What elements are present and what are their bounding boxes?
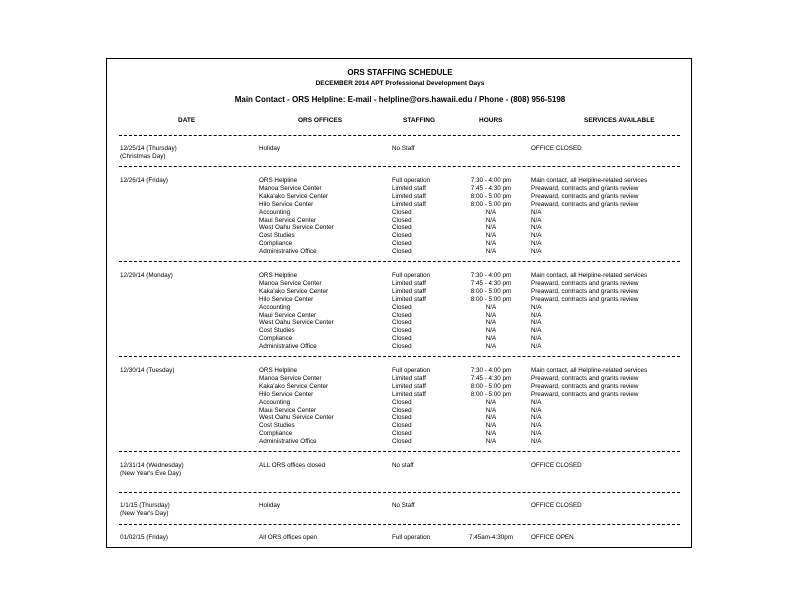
services-available: Preaward, contracts and grants review	[531, 295, 639, 303]
office-name: Administrative Office	[259, 248, 317, 256]
services-available: N/A	[531, 303, 542, 311]
staffing-status: No Staff	[392, 145, 415, 152]
office-hours: N/A	[485, 248, 497, 256]
office-name: Manoa Service Center	[259, 374, 322, 382]
services-available: N/A	[531, 216, 542, 224]
staffing-status: Closed	[392, 422, 412, 430]
section-divider	[119, 451, 680, 452]
staffing-status: Limited staff	[392, 184, 426, 192]
document-subtitle: DECEMBER 2014 APT Professional Development Days	[315, 80, 485, 87]
staffing-status: Limited staff	[392, 192, 426, 200]
office-hours: N/A	[485, 327, 497, 335]
staffing-status: Full operation	[392, 177, 431, 184]
main-contact-line: Main Contact - ORS Helpline: E-mail - helpline@ors.hawaii.edu / Phone - (808) 956-5198	[234, 95, 566, 104]
staffing-status: Closed	[392, 319, 412, 327]
office-hours: N/A	[485, 319, 497, 327]
office-name: Maui Service Center	[259, 216, 317, 224]
office-hours: N/A	[485, 422, 497, 430]
office-name: Cost Studies	[259, 232, 295, 240]
office-name: Hilo Service Center	[259, 200, 314, 208]
office-hours: 8:00 - 5:00 pm	[470, 382, 512, 390]
staffing-status: Limited staff	[392, 295, 426, 303]
office-hours: 8:00 - 5:00 pm	[470, 200, 512, 208]
office-hours: N/A	[485, 224, 497, 232]
services-available: Preaward, contracts and grants review	[531, 184, 639, 192]
office-hours: N/A	[485, 311, 497, 319]
services-available: Preaward, contracts and grants review	[531, 192, 639, 200]
office-hours: 7:30 - 4:00 pm	[470, 177, 512, 184]
services-available: Preaward, contracts and grants review	[531, 279, 639, 287]
office-name: Maui Service Center	[259, 311, 317, 319]
office-hours: 7:30 - 4:00 pm	[470, 272, 512, 279]
staffing-status: Closed	[392, 438, 412, 446]
day-date: 1/1/15 (Thursday)	[120, 502, 170, 509]
header-services: SERVICES AVAILABLE	[584, 117, 655, 124]
staffing-status: Closed	[392, 216, 412, 224]
section-divider	[119, 261, 680, 262]
office-hours: N/A	[485, 216, 497, 224]
office-name: Compliance	[259, 335, 293, 343]
office-name: ORS Helpline	[259, 177, 298, 184]
services-available: OFFICE OPEN	[531, 534, 574, 541]
services-available: Main contact, all Helpline-related services	[531, 367, 648, 374]
staffing-status: Limited staff	[392, 279, 426, 287]
day-date: 12/30/14 (Tuesday)	[120, 367, 175, 374]
office-name: Cost Studies	[259, 327, 295, 335]
office-hours: 8:00 - 5:00 pm	[470, 192, 512, 200]
services-available: N/A	[531, 311, 542, 319]
day-note: (New Year's Day)	[120, 509, 169, 517]
services-available: Preaward, contracts and grants review	[531, 200, 639, 208]
day-note: (Christmas Day)	[120, 152, 166, 160]
office-name: Hilo Service Center	[259, 390, 314, 398]
staffing-status: Limited staff	[392, 374, 426, 382]
staffing-status: Limited staff	[392, 390, 426, 398]
section-divider	[119, 356, 680, 357]
staffing-status: Closed	[392, 398, 412, 406]
office-name: Accounting	[259, 303, 291, 311]
staffing-status: Closed	[392, 240, 412, 248]
services-available: N/A	[531, 335, 542, 343]
office-name: West Oahu Service Center	[259, 319, 334, 327]
day-note: (New Year's Eve Day)	[120, 469, 182, 477]
office-name: Accounting	[259, 208, 291, 216]
office-hours: 7:45 - 4:30 pm	[470, 184, 512, 192]
office-name: Holiday	[259, 145, 280, 152]
services-available: OFFICE CLOSED	[531, 502, 582, 509]
staffing-status: Closed	[392, 335, 412, 343]
office-hours: N/A	[485, 414, 497, 422]
day-date: 12/29/14 (Monday)	[120, 272, 173, 279]
section-divider	[119, 166, 680, 167]
office-hours: N/A	[485, 232, 497, 240]
services-available: N/A	[531, 430, 542, 438]
staffing-status: Full operation	[392, 534, 431, 541]
day-date: 12/31/14 (Wednesday)	[120, 462, 184, 469]
services-available: N/A	[531, 208, 542, 216]
services-available: N/A	[531, 406, 542, 414]
services-available: N/A	[531, 224, 542, 232]
staffing-status: Closed	[392, 414, 412, 422]
office-hours: 7:45am-4:30pm	[468, 534, 514, 541]
office-hours: N/A	[485, 303, 497, 311]
office-hours: N/A	[485, 398, 497, 406]
day-date: 01/02/15 (Friday)	[120, 534, 168, 541]
services-available: Preaward, contracts and grants review	[531, 287, 639, 295]
staffing-status: No Staff	[392, 502, 415, 509]
services-available: OFFICE CLOSED	[531, 462, 582, 469]
office-hours: 7:45 - 4:30 pm	[470, 374, 512, 382]
staffing-status: Closed	[392, 248, 412, 256]
staffing-status: Closed	[392, 208, 412, 216]
services-available: Preaward, contracts and grants review	[531, 390, 639, 398]
header-date: DATE	[178, 117, 196, 124]
staffing-status: Closed	[392, 430, 412, 438]
office-name: ORS Helpline	[259, 272, 298, 279]
office-hours: 8:00 - 5:00 pm	[470, 295, 512, 303]
office-name: Administrative Office	[259, 343, 317, 351]
staffing-status: Closed	[392, 327, 412, 335]
services-available: N/A	[531, 327, 542, 335]
section-divider	[119, 524, 680, 525]
office-hours: N/A	[485, 208, 497, 216]
office-name: Accounting	[259, 398, 291, 406]
office-hours: N/A	[485, 430, 497, 438]
services-available: N/A	[531, 438, 542, 446]
staffing-status: Full operation	[392, 272, 431, 279]
office-name: All ORS offices open	[259, 534, 317, 541]
services-available: OFFICE CLOSED	[531, 145, 582, 152]
staffing-status: No staff	[392, 462, 414, 469]
section-divider	[119, 492, 680, 493]
office-hours: N/A	[485, 240, 497, 248]
office-name: Compliance	[259, 240, 293, 248]
staffing-status: Limited staff	[392, 382, 426, 390]
office-name: Manoa Service Center	[259, 279, 322, 287]
section-divider	[119, 135, 680, 136]
office-name: Kaka'ako Service Center	[259, 192, 329, 200]
services-available: N/A	[531, 232, 542, 240]
office-name: Kaka'ako Service Center	[259, 287, 329, 295]
staffing-status: Limited staff	[392, 200, 426, 208]
header-staffing: STAFFING	[403, 117, 436, 124]
day-date: 12/26/14 (Friday)	[120, 177, 168, 184]
office-name: ALL ORS offices closed	[259, 462, 326, 469]
header-offices: ORS OFFICES	[298, 117, 343, 124]
day-date: 12/25/14 (Thursday)	[120, 145, 177, 152]
services-available: N/A	[531, 414, 542, 422]
office-hours: N/A	[485, 438, 497, 446]
office-hours: 7:30 - 4:00 pm	[470, 367, 512, 374]
office-hours: N/A	[485, 343, 497, 351]
office-name: Kaka'ako Service Center	[259, 382, 329, 390]
services-available: N/A	[531, 343, 542, 351]
office-name: West Oahu Service Center	[259, 414, 334, 422]
services-available: N/A	[531, 319, 542, 327]
services-available: Preaward, contracts and grants review	[531, 374, 639, 382]
services-available: Preaward, contracts and grants review	[531, 382, 639, 390]
office-hours: 7:45 - 4:30 pm	[470, 279, 512, 287]
office-name: Administrative Office	[259, 438, 317, 446]
office-hours: N/A	[485, 335, 497, 343]
office-name: Hilo Service Center	[259, 295, 314, 303]
office-name: Maui Service Center	[259, 406, 317, 414]
services-available: N/A	[531, 240, 542, 248]
office-name: ORS Helpline	[259, 367, 298, 374]
document-title: ORS STAFFING SCHEDULE	[347, 68, 453, 77]
office-hours: N/A	[485, 406, 497, 414]
header-hours: HOURS	[479, 117, 503, 124]
staffing-status: Limited staff	[392, 287, 426, 295]
services-available: N/A	[531, 248, 542, 256]
services-available: Main contact, all Helpline-related services	[531, 177, 648, 184]
staffing-status: Closed	[392, 343, 412, 351]
office-name: West Oahu Service Center	[259, 224, 334, 232]
office-name: Holiday	[259, 502, 280, 509]
office-name: Cost Studies	[259, 422, 295, 430]
office-name: Compliance	[259, 430, 293, 438]
staffing-status: Closed	[392, 303, 412, 311]
services-available: Main contact, all Helpline-related services	[531, 272, 648, 279]
office-hours: 8:00 - 5:00 pm	[470, 287, 512, 295]
staffing-status: Closed	[392, 406, 412, 414]
staffing-status: Closed	[392, 232, 412, 240]
staffing-status: Full operation	[392, 367, 431, 374]
staffing-status: Closed	[392, 224, 412, 232]
office-name: Manoa Service Center	[259, 184, 322, 192]
services-available: N/A	[531, 398, 542, 406]
services-available: N/A	[531, 422, 542, 430]
staffing-status: Closed	[392, 311, 412, 319]
office-hours: 8:00 - 5:00 pm	[470, 390, 512, 398]
